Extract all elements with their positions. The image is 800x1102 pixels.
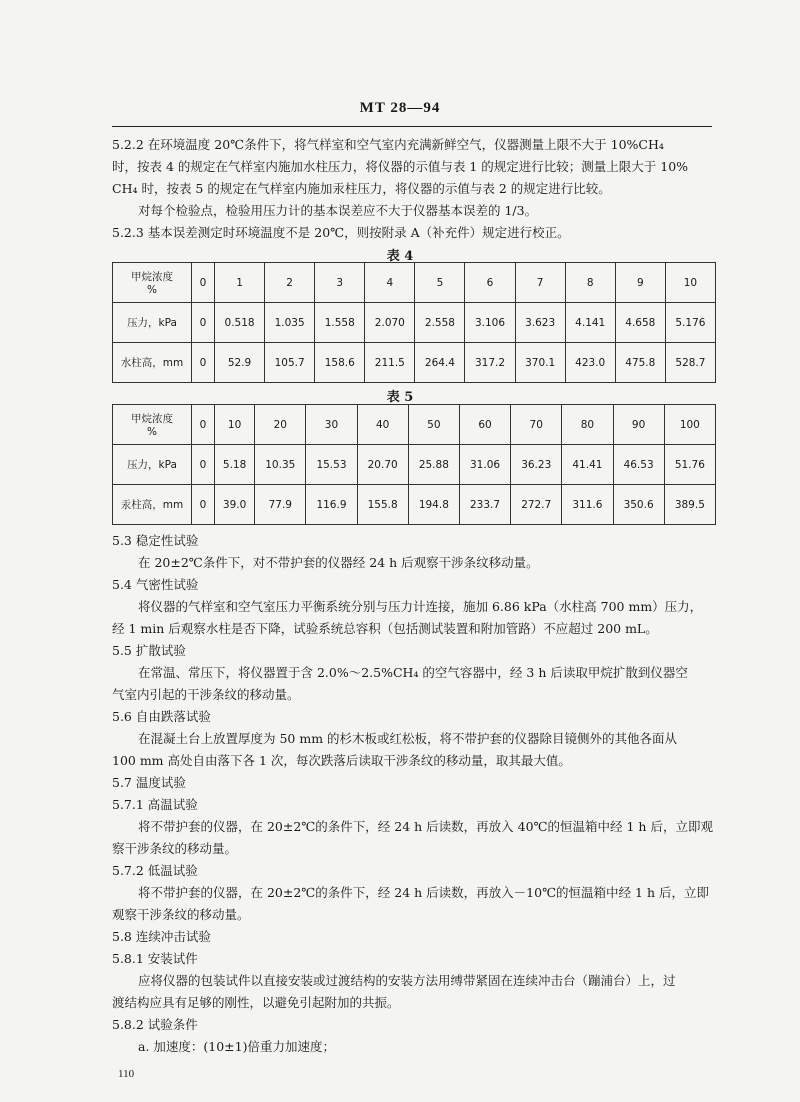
table-cell: 15.53	[306, 445, 357, 485]
table-cell: 528.7	[665, 343, 715, 383]
table-cell: 60	[459, 405, 510, 445]
section-heading: 5.4 气密性试验	[112, 577, 199, 592]
text-line: 在常温、常压下，将仪器置于含 2.0%～2.5%CH₄ 的空气容器中，经 3 h 后读取甲烷扩散到仪器空	[138, 665, 688, 680]
table-cell: 1.558	[315, 303, 365, 343]
text-line: 在混凝土台上放置厚度为 50 mm 的杉木板或红松板，将不带护套的仪器除目镜侧外的其他各面从	[138, 731, 678, 746]
row-header-label: 汞柱高，mm	[120, 499, 184, 511]
table-row	[113, 405, 716, 445]
row-header-label: 压力，kPa	[127, 459, 177, 471]
table-cell: 3	[315, 263, 365, 303]
table-cell: 4	[365, 263, 415, 303]
text-line: 察干涉条纹的移动量。	[112, 841, 238, 856]
table-cell: 158.6	[315, 343, 365, 383]
table-cell: 90	[613, 405, 664, 445]
table-cell: 20.70	[357, 445, 408, 485]
text-line: 在 20±2℃条件下，对不带护套的仪器经 24 h 后观察干涉条纹移动量。	[138, 555, 539, 570]
table4-title: 表 4	[386, 249, 414, 264]
table-cell: 5.176	[665, 303, 715, 343]
table-cell: 155.8	[357, 485, 408, 525]
table-cell: 1.035	[265, 303, 315, 343]
table-cell: 4.658	[615, 303, 665, 343]
list-item: a. 加速度：(10±1)倍重力加速度；	[138, 1039, 335, 1054]
table-cell: 25.88	[408, 445, 459, 485]
table-cell: 389.5	[664, 485, 715, 525]
table-cell: 6	[465, 263, 515, 303]
section-heading: 5.8.2 试验条件	[112, 1017, 198, 1032]
section-heading: 5.8.1 安装试件	[112, 951, 198, 966]
table-cell: 9	[615, 263, 665, 303]
section-heading: 5.7.2 低温试验	[112, 863, 198, 878]
table-cell: 2.070	[365, 303, 415, 343]
table-row	[113, 263, 716, 303]
table-cell: 272.7	[511, 485, 562, 525]
section-heading: 5.7.1 高温试验	[112, 797, 198, 812]
table-cell: 40	[357, 405, 408, 445]
text-line: 渡结构应具有足够的刚性，以避免引起附加的共振。	[112, 995, 400, 1010]
text-line: 100 mm 高处自由落下各 1 次，每次跌落后读取干涉条纹的移动量，取其最大值。	[112, 753, 571, 768]
row-header	[113, 485, 192, 525]
table-cell: 1	[215, 263, 265, 303]
table-row	[113, 445, 716, 485]
row-header-label: 甲烷浓度	[131, 413, 173, 425]
table-cell: 36.23	[511, 445, 562, 485]
table-cell: 0.518	[215, 303, 265, 343]
table-cell: 350.6	[613, 485, 664, 525]
table-cell: 423.0	[565, 343, 615, 383]
table-cell: 264.4	[415, 343, 465, 383]
table-cell: 30	[306, 405, 357, 445]
text-line: 将仪器的气样室和空气室压力平衡系统分别与压力计连接，施加 6.86 kPa（水柱高 700 mm）压力，	[138, 599, 703, 614]
text-line: 将不带护套的仪器，在 20±2℃的条件下，经 24 h 后读数，再放入 40℃的恒温箱中经 1 h 后，立即观	[138, 819, 713, 834]
table-cell: 10.35	[255, 445, 306, 485]
table-cell: 3.623	[515, 303, 565, 343]
table-cell: 8	[565, 263, 615, 303]
row-header-unit: %	[147, 426, 157, 438]
table-cell: 0	[192, 343, 215, 383]
section-heading: 5.7 温度试验	[112, 775, 186, 790]
table-row	[113, 303, 716, 343]
table-cell: 52.9	[215, 343, 265, 383]
table-cell: 39.0	[215, 485, 255, 525]
table-cell: 5.18	[215, 445, 255, 485]
text-line: 气室内引起的干涉条纹的移动量。	[112, 687, 300, 702]
table-cell: 3.106	[465, 303, 515, 343]
table-cell: 317.2	[465, 343, 515, 383]
header-rule	[112, 126, 712, 127]
table-cell: 5	[415, 263, 465, 303]
table-cell: 194.8	[408, 485, 459, 525]
text-line: 应将仪器的包装试件以直接安装或过渡结构的安装方法用缚带紧固在连续冲击台（蹦浦台）上，过	[138, 973, 676, 988]
text-line: 观察干涉条纹的移动量。	[112, 907, 250, 922]
page-header: MT 28—94	[359, 100, 441, 116]
table-cell: 50	[408, 405, 459, 445]
text-line: 经 1 min 后观察水柱是否下降，试验系统总容积（包括测试装置和附加管路）不应超过 200 mL。	[112, 621, 658, 636]
table-cell: 31.06	[459, 445, 510, 485]
table-row	[113, 485, 716, 525]
table5-title: 表 5	[386, 390, 414, 405]
table-cell: 46.53	[613, 445, 664, 485]
page-number: 110	[118, 1068, 135, 1080]
row-header	[113, 263, 192, 303]
text-line: 时，按表 4 的规定在气样室内施加水柱压力，将仪器的示值与表 1 的规定进行比较；测量上限大于 10%	[112, 159, 689, 174]
table-cell: 0	[192, 303, 215, 343]
table-cell: 475.8	[615, 343, 665, 383]
section-heading: 5.8 连续冲击试验	[112, 929, 211, 944]
table-cell: 70	[511, 405, 562, 445]
row-header	[113, 303, 192, 343]
table-cell: 370.1	[515, 343, 565, 383]
section-heading: 5.6 自由跌落试验	[112, 709, 211, 724]
table-cell: 7	[515, 263, 565, 303]
table-cell: 10	[215, 405, 255, 445]
text-line: 将不带护套的仪器，在 20±2℃的条件下，经 24 h 后读数，再放入－10℃的恒温箱中经 1 h 后，立即	[138, 885, 709, 900]
row-header	[113, 343, 192, 383]
row-header-label: 水柱高，mm	[120, 357, 184, 369]
table-cell: 116.9	[306, 485, 357, 525]
row-header	[113, 405, 192, 445]
table-cell: 41.41	[562, 445, 613, 485]
table-row	[113, 343, 716, 383]
table-cell: 20	[255, 405, 306, 445]
table-cell: 311.6	[562, 485, 613, 525]
table-cell: 10	[665, 263, 715, 303]
table-cell: 2.558	[415, 303, 465, 343]
table4	[112, 262, 716, 383]
table-cell: 100	[664, 405, 715, 445]
table-cell: 2	[265, 263, 315, 303]
table-cell: 0	[192, 263, 215, 303]
text-line: 5.2.2 在环境温度 20℃条件下，将气样室和空气室内充满新鲜空气，仪器测量上限不大于 10%CH₄	[112, 137, 664, 152]
table-cell: 77.9	[255, 485, 306, 525]
row-header-label: 甲烷浓度	[131, 271, 173, 283]
text-line: 对每个检验点，检验用压力计的基本误差应不大于仪器基本误差的 1/3。	[138, 203, 538, 218]
table-cell: 0	[192, 405, 215, 445]
section-heading: 5.3 稳定性试验	[112, 533, 199, 548]
table-cell: 0	[192, 485, 215, 525]
section-heading: 5.5 扩散试验	[112, 643, 186, 658]
table-cell: 105.7	[265, 343, 315, 383]
table-cell: 51.76	[664, 445, 715, 485]
row-header	[113, 445, 192, 485]
table-cell: 80	[562, 405, 613, 445]
text-line: CH₄ 时，按表 5 的规定在气样室内施加汞柱压力，将仪器的示值与表 2 的规定进行比较。	[112, 181, 611, 196]
table-cell: 211.5	[365, 343, 415, 383]
table-cell: 233.7	[459, 485, 510, 525]
table5	[112, 404, 716, 525]
text-line: 5.2.3 基本误差测定时环境温度不是 20℃，则按附录 A（补充件）规定进行校正。	[112, 225, 570, 240]
table-cell: 0	[192, 445, 215, 485]
table-cell: 4.141	[565, 303, 615, 343]
row-header-label: 压力，kPa	[127, 317, 177, 329]
row-header-unit: %	[147, 284, 157, 296]
